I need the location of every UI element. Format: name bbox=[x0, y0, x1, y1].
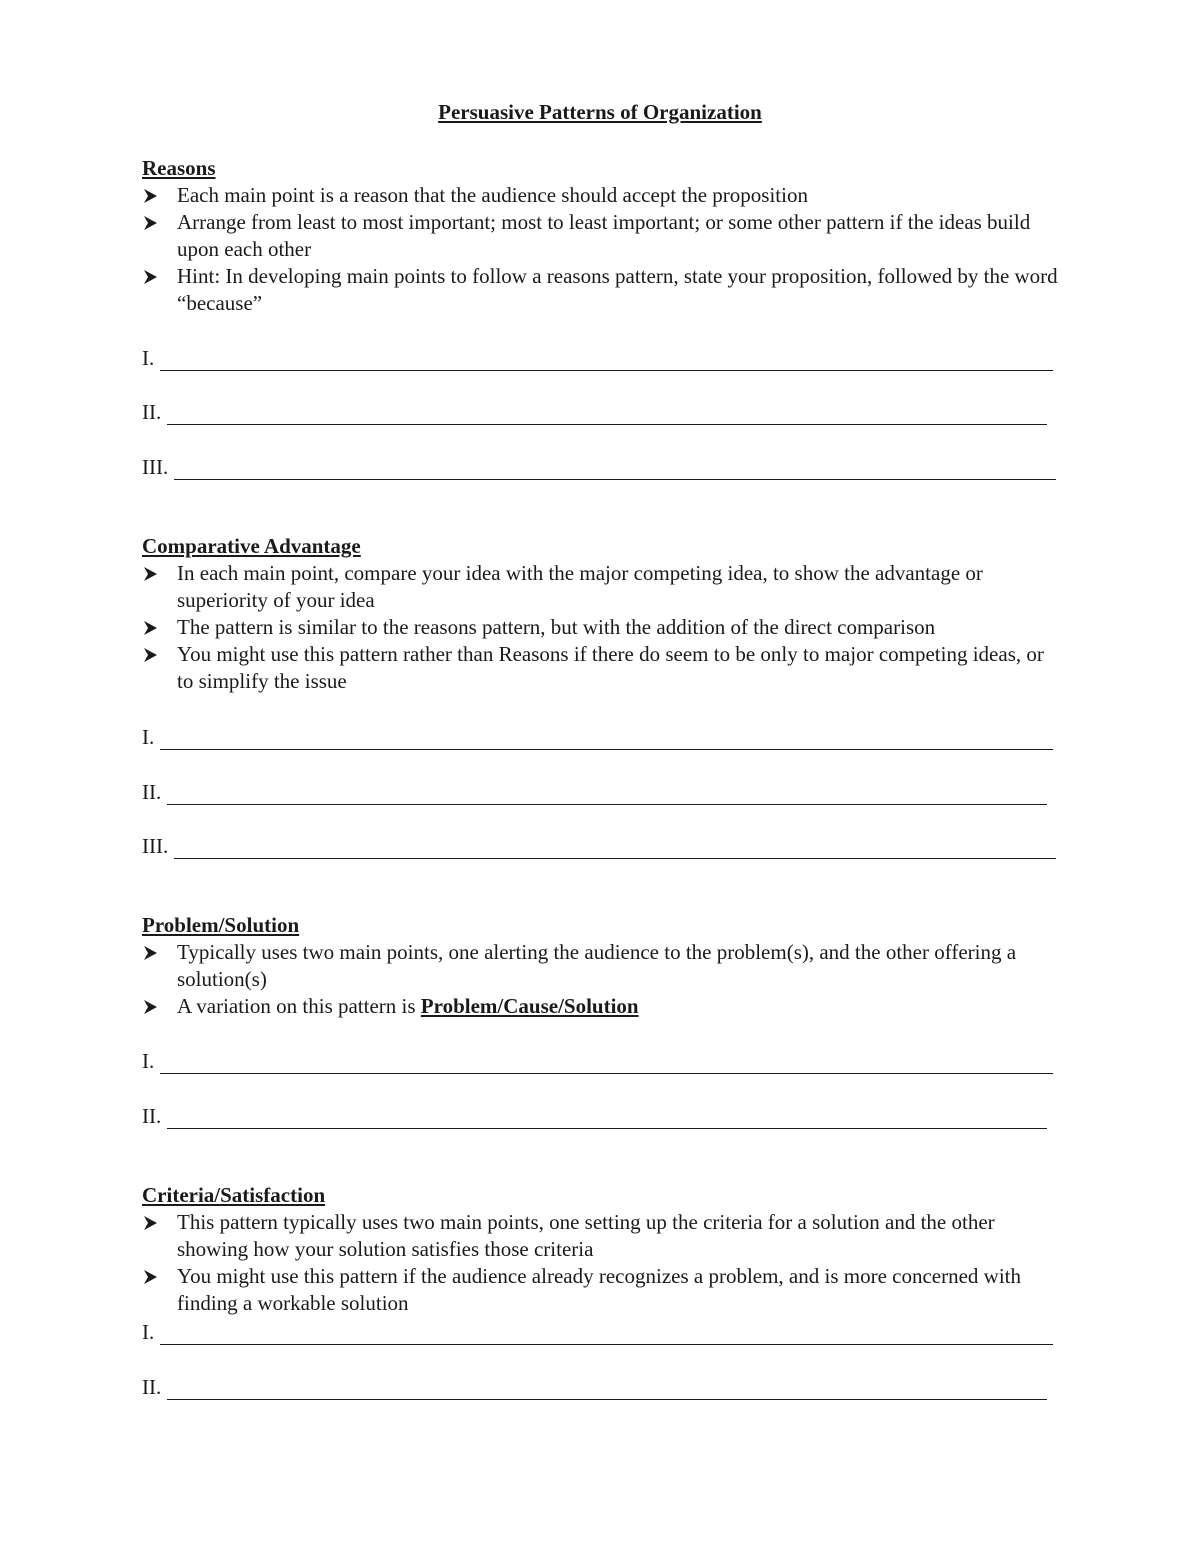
answer-line-1[interactable] bbox=[142, 344, 1053, 371]
answer-line-1[interactable] bbox=[142, 723, 1053, 750]
variation-term: Problem/Cause/Solution bbox=[420, 994, 639, 1018]
bullet-list bbox=[142, 560, 1062, 695]
section-heading: Comparative Advantage bbox=[142, 534, 361, 558]
section-problem-solution bbox=[142, 912, 1062, 1020]
blank-underline[interactable] bbox=[167, 784, 1047, 805]
bullet-list bbox=[142, 1209, 1062, 1317]
blank-label: II. bbox=[142, 1104, 162, 1128]
blank-label: III. bbox=[142, 455, 169, 479]
blank-underline[interactable] bbox=[167, 1379, 1047, 1400]
arrow-bullet-icon bbox=[142, 1269, 158, 1285]
section-criteria-satisfaction bbox=[142, 1182, 1062, 1317]
section-comparative-advantage bbox=[142, 533, 1062, 695]
blank-underline[interactable] bbox=[160, 1053, 1053, 1074]
bullet-text: In each main point, compare your idea with the major competing idea, to show the advantage or superiority of your idea bbox=[177, 561, 983, 612]
blank-underline[interactable] bbox=[160, 350, 1053, 371]
list-item bbox=[142, 993, 1062, 1020]
list-item bbox=[142, 1263, 1062, 1317]
blank-underline[interactable] bbox=[167, 1108, 1047, 1129]
bullet-text: You might use this pattern if the audience already recognizes a problem, and is more concerned with finding a workable solution bbox=[177, 1264, 1022, 1315]
list-item bbox=[142, 209, 1062, 263]
blank-underline[interactable] bbox=[167, 404, 1047, 425]
answer-line-2[interactable] bbox=[142, 398, 1047, 425]
bullet-text: A variation on this pattern is bbox=[177, 994, 421, 1018]
blank-label: III. bbox=[142, 834, 169, 858]
arrow-bullet-icon bbox=[142, 215, 158, 231]
arrow-bullet-icon bbox=[142, 269, 158, 285]
list-item bbox=[142, 939, 1062, 993]
bullet-text: This pattern typically uses two main points, one setting up the criteria for a solution and the other showing how your solution satisfies those criteria bbox=[177, 1210, 995, 1261]
bullet-list bbox=[142, 939, 1062, 1020]
blank-label: II. bbox=[142, 780, 162, 804]
answer-line-3[interactable] bbox=[142, 832, 1056, 859]
answer-line-3[interactable] bbox=[142, 453, 1056, 480]
answer-line-2[interactable] bbox=[142, 1373, 1047, 1400]
arrow-bullet-icon bbox=[142, 188, 158, 204]
blank-label: II. bbox=[142, 400, 162, 424]
blank-label: I. bbox=[142, 1049, 155, 1073]
list-item bbox=[142, 263, 1062, 317]
answer-line-1[interactable] bbox=[142, 1047, 1053, 1074]
section-heading: Criteria/Satisfaction bbox=[142, 1183, 326, 1207]
list-item bbox=[142, 182, 1062, 209]
list-item bbox=[142, 560, 1062, 614]
bullet-text: Each main point is a reason that the audience should accept the proposition bbox=[177, 183, 808, 207]
list-item bbox=[142, 1209, 1062, 1263]
arrow-bullet-icon bbox=[142, 620, 158, 636]
bullet-text: Hint: In developing main points to follow a reasons pattern, state your proposition, followed by the word “because” bbox=[177, 264, 1058, 315]
bullet-text: Typically uses two main points, one alerting the audience to the problem(s), and the other offering a solution(s) bbox=[177, 940, 1017, 991]
bullet-text: The pattern is similar to the reasons pattern, but with the addition of the direct comparison bbox=[177, 615, 936, 639]
answer-line-1[interactable] bbox=[142, 1318, 1053, 1345]
arrow-bullet-icon bbox=[142, 945, 158, 961]
blank-underline[interactable] bbox=[160, 729, 1053, 750]
bullet-text: You might use this pattern rather than Reasons if there do seem to be only to major competing ideas, or to simplify the issue bbox=[177, 642, 1044, 693]
section-heading: Problem/Solution bbox=[142, 913, 300, 937]
answer-line-2[interactable] bbox=[142, 778, 1047, 805]
blank-label: I. bbox=[142, 1320, 155, 1344]
blank-underline[interactable] bbox=[160, 1324, 1053, 1345]
list-item bbox=[142, 614, 1062, 641]
bullet-list bbox=[142, 182, 1062, 317]
blank-label: I. bbox=[142, 725, 155, 749]
blank-underline[interactable] bbox=[174, 838, 1056, 859]
blank-underline[interactable] bbox=[174, 459, 1056, 480]
section-reasons bbox=[142, 155, 1062, 317]
answer-line-2[interactable] bbox=[142, 1102, 1047, 1129]
arrow-bullet-icon bbox=[142, 647, 158, 663]
bullet-text: Arrange from least to most important; most to least important; or some other pattern if the ideas build upon each other bbox=[177, 210, 1031, 261]
page-title: Persuasive Patterns of Organization bbox=[438, 100, 762, 124]
list-item bbox=[142, 641, 1062, 695]
arrow-bullet-icon bbox=[142, 1215, 158, 1231]
blank-label: II. bbox=[142, 1375, 162, 1399]
arrow-bullet-icon bbox=[142, 566, 158, 582]
section-heading: Reasons bbox=[142, 156, 216, 180]
arrow-bullet-icon bbox=[142, 999, 158, 1015]
blank-label: I. bbox=[142, 346, 155, 370]
